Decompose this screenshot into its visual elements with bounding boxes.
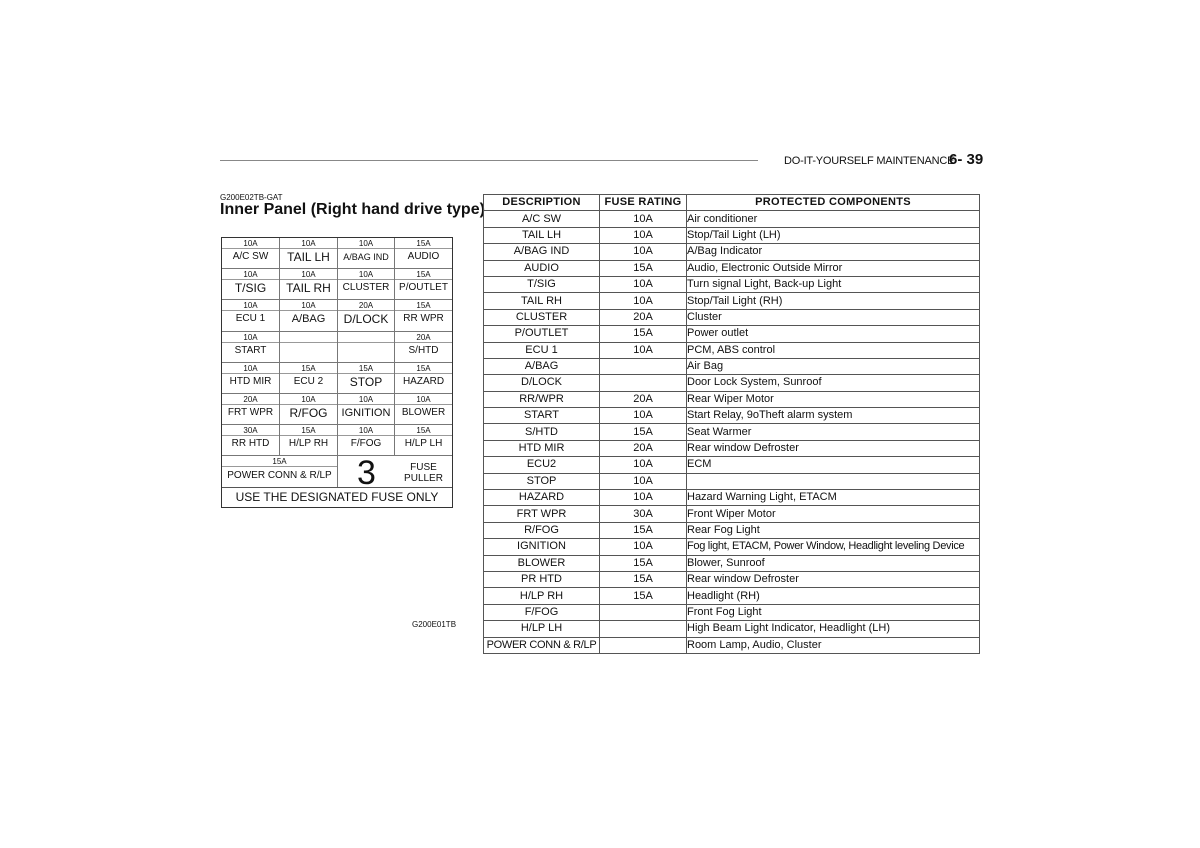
page-title: Inner Panel (Right hand drive type) xyxy=(220,201,485,218)
fuse-name: A/C SW xyxy=(232,251,269,262)
document-code: G200E02TB-GAT xyxy=(220,193,283,202)
cell-description: RR/WPR xyxy=(484,391,600,407)
cell-fuse-rating xyxy=(600,358,687,374)
cell-fuse-rating: 20A xyxy=(600,440,687,456)
cell-description: ECU2 xyxy=(484,457,600,473)
table-row xyxy=(484,539,980,555)
cell-description: F/FOG xyxy=(484,604,600,620)
fuse-rating: 10A xyxy=(416,395,431,404)
fuse-rating: 10A xyxy=(358,270,374,280)
cell-fuse-rating: 15A xyxy=(600,326,687,342)
fuse-rating: 10A xyxy=(301,301,316,311)
fuse-slot xyxy=(395,300,452,331)
fuse-name: POWER CONN & R/LP xyxy=(227,470,332,482)
cell-fuse-rating xyxy=(600,637,687,653)
cell-fuse-rating: 15A xyxy=(600,260,687,276)
table-row xyxy=(484,621,980,637)
fuse-slot xyxy=(280,394,338,425)
fuse-slot xyxy=(222,363,280,394)
cell-description: A/BAG IND xyxy=(484,244,600,260)
fuse-rating: 10A xyxy=(301,239,316,248)
fuse-rating: 20A xyxy=(416,332,431,342)
fuse-slot-power-conn xyxy=(222,456,338,488)
fuse-name: H/LP LH xyxy=(404,438,443,450)
cell-protected-components: Room Lamp, Audio, Cluster xyxy=(687,637,980,653)
fuse-slot xyxy=(280,300,338,331)
fuse-puller-slot xyxy=(395,456,452,488)
fuse-name: P/OUTLET xyxy=(399,282,448,294)
cell-protected-components: Hazard Warning Light, ETACM xyxy=(687,490,980,506)
cell-description: ECU 1 xyxy=(484,342,600,358)
cell-fuse-rating: 10A xyxy=(600,408,687,424)
cell-fuse-rating: 20A xyxy=(600,391,687,407)
table-row xyxy=(484,424,980,440)
table-row xyxy=(484,211,980,227)
table-row xyxy=(484,522,980,538)
cell-fuse-rating xyxy=(600,375,687,391)
cell-description: HAZARD xyxy=(484,490,600,506)
cell-protected-components: Start Relay, 9oTheft alarm system xyxy=(687,408,980,424)
column-header-description: DESCRIPTION xyxy=(484,195,600,211)
fuse-slot xyxy=(280,238,338,269)
cell-protected-components: ECM xyxy=(687,457,980,473)
cell-protected-components: Air conditioner xyxy=(687,211,980,227)
fuse-slot xyxy=(338,394,395,425)
cell-protected-components: Cluster xyxy=(687,309,980,325)
fuse-rating: 15A xyxy=(358,363,374,373)
fuse-slot xyxy=(338,425,395,456)
cell-description: STOP xyxy=(484,473,600,489)
cell-description: D/LOCK xyxy=(484,375,600,391)
fuse-name: CLUSTER xyxy=(342,282,390,294)
cell-description: T/SIG xyxy=(484,276,600,292)
fuse-puller-line1: FUSE xyxy=(410,462,437,474)
cell-fuse-rating: 10A xyxy=(600,473,687,489)
cell-protected-components: Headlight (RH) xyxy=(687,588,980,604)
fuse-slot xyxy=(222,238,280,269)
cell-description: CLUSTER xyxy=(484,309,600,325)
fuse-name: RR WPR xyxy=(403,313,444,325)
cell-protected-components: Rear window Defroster xyxy=(687,440,980,456)
fuse-rating: 10A xyxy=(243,270,258,280)
fuse-slot xyxy=(395,394,452,425)
fuse-name: TAIL RH xyxy=(286,281,331,296)
cell-description: POWER CONN & R/LP xyxy=(484,637,600,653)
cell-protected-components: Front Wiper Motor xyxy=(687,506,980,522)
fuse-rating: 15A xyxy=(416,270,431,280)
cell-protected-components: Rear Fog Light xyxy=(687,522,980,538)
table-row xyxy=(484,555,980,571)
fuse-rating: 20A xyxy=(358,301,374,311)
cell-fuse-rating: 15A xyxy=(600,555,687,571)
cell-description: TAIL LH xyxy=(484,227,600,243)
cell-description: START xyxy=(484,408,600,424)
fuse-rating: 10A xyxy=(358,395,374,404)
fuse-slot xyxy=(222,332,280,363)
fuse-name: R/FOG xyxy=(289,406,328,420)
fuse-slot xyxy=(222,425,280,456)
cell-description: AUDIO xyxy=(484,260,600,276)
fuse-rating: 15A xyxy=(301,426,316,436)
fuse-rating: 10A xyxy=(301,270,316,280)
fuse-name: IGNITION xyxy=(341,407,391,419)
cell-protected-components: Stop/Tail Light (LH) xyxy=(687,227,980,243)
fuse-name: T/SIG xyxy=(234,281,267,296)
fuse-name: ECU 1 xyxy=(235,313,266,325)
fuse-slot xyxy=(395,269,452,300)
fuse-rating: 15A xyxy=(301,363,316,373)
column-header-fuse-rating: FUSE RATING xyxy=(600,195,687,211)
table-row xyxy=(484,227,980,243)
cell-fuse-rating: 10A xyxy=(600,244,687,260)
fuse-table xyxy=(483,194,980,654)
cell-protected-components: Rear Wiper Motor xyxy=(687,391,980,407)
section-title: DO-IT-YOURSELF MAINTENANCE xyxy=(784,155,955,167)
cell-fuse-rating: 15A xyxy=(600,424,687,440)
fuse-name: A/BAG xyxy=(291,313,326,326)
fuse-rating: 15A xyxy=(272,457,287,467)
fuse-name: FRT WPR xyxy=(227,407,274,418)
table-row xyxy=(484,588,980,604)
cell-description: TAIL RH xyxy=(484,293,600,309)
rating-divider xyxy=(338,332,394,343)
cell-fuse-rating: 10A xyxy=(600,276,687,292)
cell-fuse-rating: 10A xyxy=(600,211,687,227)
fuse-name: RR HTD xyxy=(231,438,270,450)
fuse-rating: 15A xyxy=(416,301,431,311)
fuse-slot xyxy=(280,332,338,363)
header-rule xyxy=(220,160,758,161)
cell-protected-components: High Beam Light Indicator, Headlight (LH) xyxy=(687,621,980,637)
fuse-rating: 30A xyxy=(243,426,258,436)
table-row xyxy=(484,260,980,276)
cell-description: FRT WPR xyxy=(484,506,600,522)
cell-fuse-rating: 20A xyxy=(600,309,687,325)
table-row xyxy=(484,457,980,473)
cell-fuse-rating xyxy=(600,621,687,637)
table-row xyxy=(484,506,980,522)
cell-fuse-rating: 15A xyxy=(600,571,687,587)
table-row xyxy=(484,293,980,309)
fuse-name: STOP xyxy=(349,374,383,389)
cell-description: A/C SW xyxy=(484,211,600,227)
table-row xyxy=(484,375,980,391)
fuse-name: TAIL LH xyxy=(287,250,330,264)
fuse-rating: 15A xyxy=(416,426,431,436)
fuse-rating: 10A xyxy=(358,239,374,248)
fuse-slot xyxy=(280,363,338,394)
fuse-rating: 10A xyxy=(243,301,258,311)
table-row xyxy=(484,440,980,456)
fuse-rating: 15A xyxy=(416,363,431,373)
cell-protected-components: Audio, Electronic Outside Mirror xyxy=(687,260,980,276)
fuse-slot xyxy=(338,238,395,269)
table-row xyxy=(484,326,980,342)
table-header-row xyxy=(484,195,980,211)
fuse-slot xyxy=(222,269,280,300)
fuse-name: S/HTD xyxy=(408,344,439,356)
fuse-rating: 10A xyxy=(243,363,258,373)
cell-protected-components: Seat Warmer xyxy=(687,424,980,440)
cell-description: BLOWER xyxy=(484,555,600,571)
cell-fuse-rating: 15A xyxy=(600,588,687,604)
fuse-slot xyxy=(280,269,338,300)
spare-count-number: 3 xyxy=(357,456,376,489)
cell-protected-components: Front Fog Light xyxy=(687,604,980,620)
cell-description: IGNITION xyxy=(484,539,600,555)
fuse-rating: 20A xyxy=(243,395,258,404)
fuse-name: F/FOG xyxy=(350,438,382,450)
fuse-slot xyxy=(395,363,452,394)
cell-protected-components: Fog light, ETACM, Power Window, Headlight leveling Device xyxy=(687,539,980,555)
fuse-rating: 10A xyxy=(358,426,374,436)
table-row xyxy=(484,358,980,374)
cell-protected-components: Rear window Defroster xyxy=(687,571,980,587)
fuse-name: A/BAG IND xyxy=(343,252,389,262)
cell-fuse-rating xyxy=(600,604,687,620)
fuse-name: ECU 2 xyxy=(293,375,324,387)
fuse-slot xyxy=(222,300,280,331)
fuse-name: HAZARD xyxy=(402,375,445,387)
table-row xyxy=(484,244,980,260)
figure-code: G200E01TB xyxy=(412,620,457,629)
table-row xyxy=(484,490,980,506)
cell-description: PR HTD xyxy=(484,571,600,587)
cell-fuse-rating: 10A xyxy=(600,227,687,243)
cell-protected-components xyxy=(687,473,980,489)
cell-protected-components: A/Bag Indicator xyxy=(687,244,980,260)
fuse-rating: 15A xyxy=(416,239,431,248)
table-row xyxy=(484,571,980,587)
cell-description: HTD MIR xyxy=(484,440,600,456)
cell-fuse-rating: 15A xyxy=(600,522,687,538)
table-row xyxy=(484,408,980,424)
cell-fuse-rating: 10A xyxy=(600,490,687,506)
fuse-slot xyxy=(395,425,452,456)
table-row xyxy=(484,342,980,358)
fuse-puller-label xyxy=(395,462,452,484)
fuse-slot xyxy=(395,238,452,269)
cell-protected-components: Door Lock System, Sunroof xyxy=(687,375,980,391)
cell-protected-components: Power outlet xyxy=(687,326,980,342)
cell-description: H/LP RH xyxy=(484,588,600,604)
cell-description: P/OUTLET xyxy=(484,326,600,342)
table-row xyxy=(484,637,980,653)
table-row xyxy=(484,604,980,620)
cell-description: R/FOG xyxy=(484,522,600,538)
cell-protected-components: Stop/Tail Light (RH) xyxy=(687,293,980,309)
table-row xyxy=(484,473,980,489)
cell-protected-components: Turn signal Light, Back-up Light xyxy=(687,276,980,292)
cell-fuse-rating: 10A xyxy=(600,342,687,358)
cell-fuse-rating: 30A xyxy=(600,506,687,522)
fuse-name: D/LOCK xyxy=(343,312,389,327)
fuse-slot xyxy=(338,332,395,363)
rating-divider xyxy=(280,332,337,343)
table-row xyxy=(484,276,980,292)
fuse-puller-line2: PULLER xyxy=(404,473,443,485)
fuse-name: AUDIO xyxy=(407,251,440,262)
fuse-slot xyxy=(338,300,395,331)
column-header-protected-components: PROTECTED COMPONENTS xyxy=(687,195,980,211)
cell-fuse-rating: 10A xyxy=(600,457,687,473)
fuse-name: H/LP RH xyxy=(288,438,329,450)
cell-fuse-rating: 10A xyxy=(600,539,687,555)
fuse-rating: 10A xyxy=(243,239,258,248)
fuse-slot xyxy=(395,332,452,363)
fuse-name: HTD MIR xyxy=(229,375,272,387)
cell-fuse-rating: 10A xyxy=(600,293,687,309)
cell-description: S/HTD xyxy=(484,424,600,440)
spare-fuse-count xyxy=(338,456,395,488)
cell-description: H/LP LH xyxy=(484,621,600,637)
cell-description: A/BAG xyxy=(484,358,600,374)
fuse-rating: 10A xyxy=(301,395,316,404)
fuse-name: START xyxy=(234,344,267,356)
fuse-slot xyxy=(280,425,338,456)
fuse-slot xyxy=(338,269,395,300)
cell-protected-components: PCM, ABS control xyxy=(687,342,980,358)
cell-protected-components: Air Bag xyxy=(687,358,980,374)
fuse-slot xyxy=(338,363,395,394)
fuse-panel-diagram xyxy=(221,237,453,508)
fuse-name: BLOWER xyxy=(401,407,446,418)
fuse-slot xyxy=(222,394,280,425)
fuse-rating: 10A xyxy=(243,332,258,342)
table-row xyxy=(484,391,980,407)
cell-protected-components: Blower, Sunroof xyxy=(687,555,980,571)
page-number: 6- 39 xyxy=(949,151,984,168)
designated-fuse-note: USE THE DESIGNATED FUSE ONLY xyxy=(222,487,452,507)
table-row xyxy=(484,309,980,325)
